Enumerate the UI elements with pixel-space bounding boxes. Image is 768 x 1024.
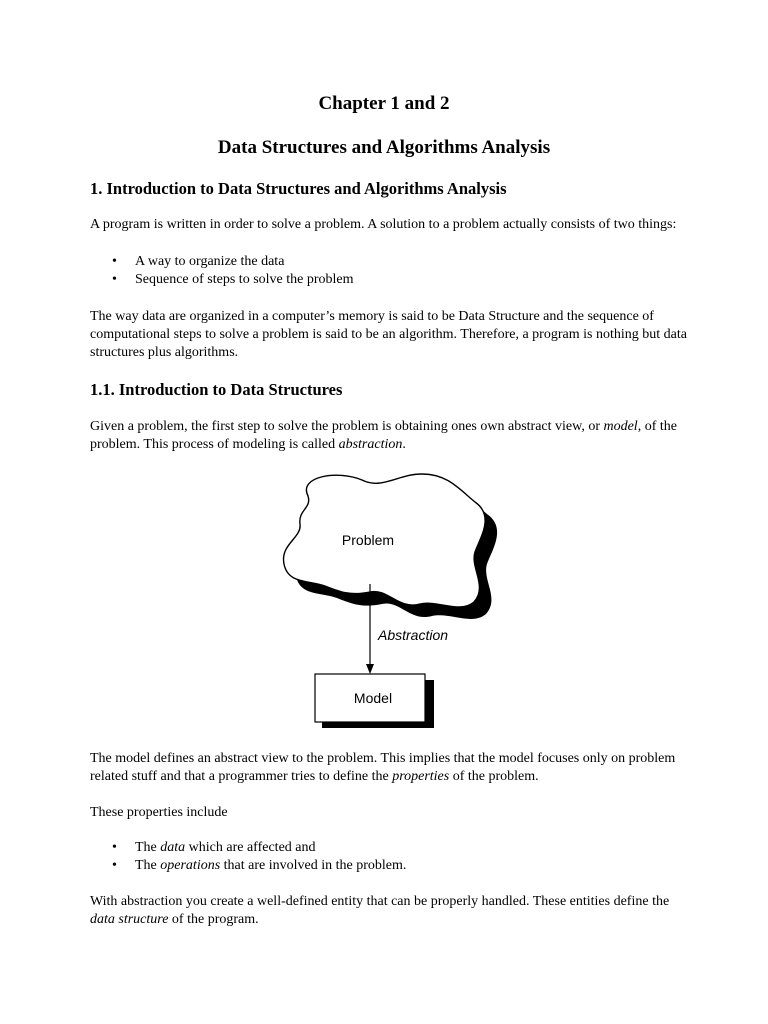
section-1-1-paragraph-3: These properties include	[90, 805, 228, 820]
section-1-bullet-list	[90, 253, 354, 289]
section-1-1-paragraph-4: With abstraction you create a well-defined entity that can be properly handled. These entities define the data structure of the program.	[90, 894, 670, 927]
emphasis-properties: properties	[392, 769, 450, 784]
section-1-paragraph-1: A program is written in order to solve a problem. A solution to a problem actually consists of two things:	[90, 217, 677, 232]
abstraction-label: Abstraction	[378, 627, 449, 643]
abstraction-diagram	[270, 468, 500, 730]
emphasis-data: data	[160, 840, 186, 855]
emphasis-model: model	[603, 419, 638, 434]
section-1-1-paragraph-2: The model defines an abstract view to the problem. This implies that the model focuses only on problem related stuff and that a programmer tries to define the properties of the problem.	[90, 751, 676, 784]
chapter-heading: Chapter 1 and 2	[318, 93, 450, 114]
emphasis-abstraction: abstraction	[338, 437, 403, 452]
bullet-icon: •	[112, 840, 117, 855]
document-title: Data Structures and Algorithms Analysis	[217, 137, 551, 158]
bullet-icon: •	[112, 858, 117, 873]
bullet-icon: •	[112, 272, 117, 287]
list-item: • The operations that are involved in the problem.	[112, 858, 407, 873]
list-item: • A way to organize the data	[112, 254, 285, 269]
arrow-head-icon	[366, 664, 374, 674]
list-item: • Sequence of steps to solve the problem	[112, 272, 354, 287]
problem-label: Problem	[341, 532, 395, 548]
model-label: Model	[353, 690, 393, 706]
section-1-paragraph-2: The way data are organized in a computer’s memory is said to be Data Structure and the sequence of computational steps to solve a problem is said to be an algorithm. Therefore, a program is nothing but data structures plus algorithms.	[90, 309, 687, 360]
section-1-1-paragraph-1: Given a problem, the first step to solve the problem is obtaining ones own abstract view, or model, of the problem. This process of modeling is called abstraction.	[90, 419, 677, 452]
properties-bullet-list	[90, 839, 406, 875]
section-1-1-heading: 1.1. Introduction to Data Structures	[90, 380, 343, 399]
section-1-heading: 1. Introduction to Data Structures and Algorithms Analysis	[90, 179, 507, 198]
emphasis-operations: operations	[160, 858, 221, 873]
bullet-icon: •	[112, 254, 117, 269]
emphasis-data-structure: data structure	[90, 912, 169, 927]
list-item: • The data which are affected and	[112, 840, 316, 855]
